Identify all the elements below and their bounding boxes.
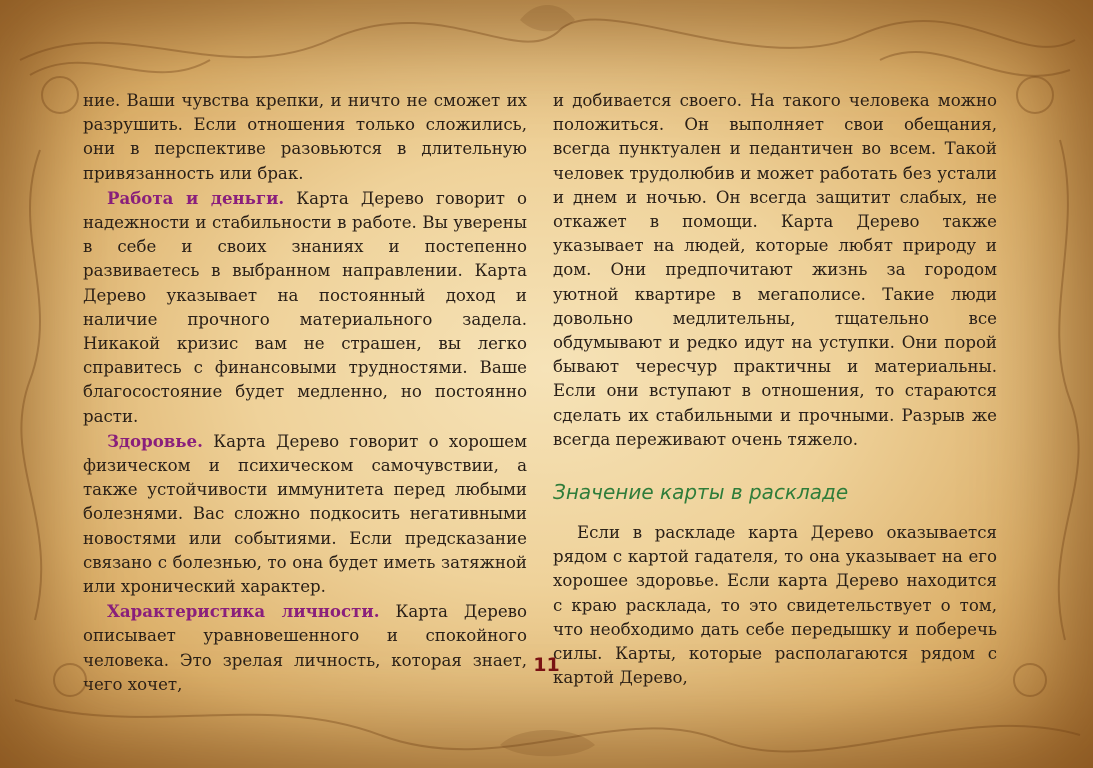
paragraph-card-in-spread: Если в раскладе карта Дерево оказывается рядом с картой гадателя, то она указывает на его хорошее здоровье. Если карта Дерево находится с краю расклада, то это свидетельствует о том, что необходимо дать себе передышку и поберечь силы. Карты, которые располагаются рядом с картой Дерево, xyxy=(553,523,997,688)
paragraph-personality xyxy=(83,599,527,697)
paragraph-work-money-text: Карта Дерево говорит о надежности и стабильности в работе. Вы уверены в себе и своих знаниях и постепенно развиваетесь в выбранном направлении. Карта Дерево указывает на постоянный доход и наличие прочного материального задела. Никакой кризис вам не страшен, вы легко справитесь с финансовыми трудностями. Ваше благосостояние будет медленно, но постоянно расти. xyxy=(83,188,527,426)
right-text-column xyxy=(553,89,997,690)
run-in-heading-health: Здоровье. xyxy=(107,430,203,451)
paragraph-health xyxy=(83,429,527,599)
page-number: 11 xyxy=(533,654,560,676)
paragraph-personality-text: Карта Дерево описывает уравновешенного и спокойного человека. Это зрелая личность, которая знает, чего хочет, xyxy=(83,602,527,694)
run-in-heading-personality: Характеристика личности. xyxy=(107,601,380,622)
section-heading: Значение карты в раскладе xyxy=(553,480,849,505)
paragraph-health-text: Карта Дерево говорит о хорошем физическом и психическом самочувствии, а также устойчивости иммунитета перед любыми болезнями. Вас сложно подкосить негативными новостями или событиями. Если предсказание связано с болезнью, то она будет иметь затяжной или хронический характер. xyxy=(83,431,527,597)
paragraph-relationships-end: ние. Ваши чувства крепки, и ничто не сможет их разрушить. Если отношения только сложились, они в перспективе разовьются в длительную привязанность или брак. xyxy=(83,91,527,183)
left-text-column xyxy=(83,89,527,697)
run-in-heading-work-money: Работа и деньги. xyxy=(107,187,285,208)
paragraph-personality-continued: и добивается своего. На такого человека можно положиться. Он выполняет свои обещания, всегда пунктуален и педантичен во всем. Такой человек трудолюбив и может работать без устали и днем и ночью. Он всегда защитит слабых, не откажет в помощи. Карта Дерево также указывает на людей, которые любят природу и дом. Они предпочитают жизнь за городом уютной квартире в мегаполисе. Такие люди довольно медлительны, тщательно все обдумывают и редко идут на уступки. Они порой бывают чересчур практичны и материальны. Если они вступают в отношения, то стараются сделать их стабильными и прочными. Разрыв же всегда переживают очень тяжело. xyxy=(553,91,997,449)
paragraph-work-money xyxy=(83,186,527,429)
